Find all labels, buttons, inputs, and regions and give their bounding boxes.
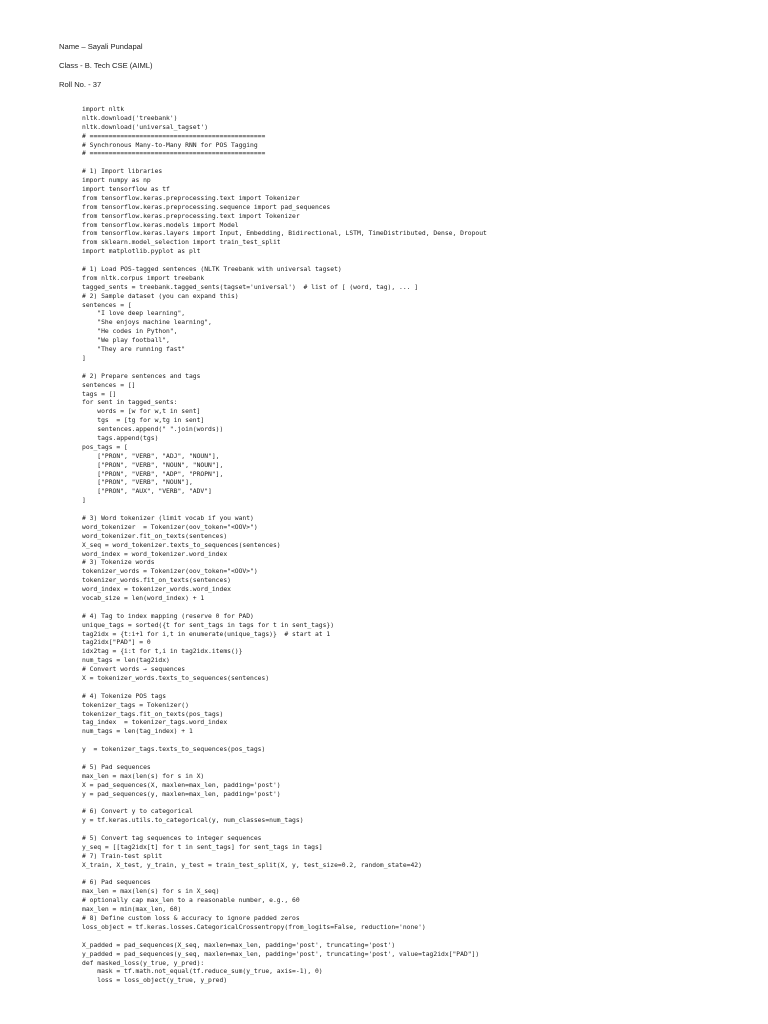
code-line: tokenizer_words = Tokenizer(oov_token="<OOV>") (82, 568, 258, 576)
code-line: tagged_sents = treebank.tagged_sents(tagset='universal') # list of [ (word, tag), ... ] (82, 283, 419, 291)
code-line: ] (82, 354, 86, 362)
code-line: tokenizer_tags.fit_on_texts(pos_tags) (82, 710, 224, 718)
code-line: tag2idx = {t:i+1 for i,t in enumerate(unique_tags)} # start at 1 (82, 630, 331, 638)
code-line: from tensorflow.keras.layers import Input, Embedding, Bidirectional, LSTM, TimeDistributed, Dense, Dropout (82, 230, 487, 238)
code-line: "I love deep learning", (82, 310, 186, 318)
code-line: # Convert words → sequences (82, 666, 186, 674)
code-line: "They are running fast" (82, 346, 186, 354)
code-line: word_index = tokenizer_words.word_index (82, 586, 231, 594)
code-line: X_seq = word_tokenizer.texts_to_sequences(sentences) (82, 541, 281, 549)
code-line: # 3) Word tokenizer (limit vocab if you want) (82, 514, 254, 522)
code-line: pos_tags = [ (82, 443, 128, 451)
code-line: num_tags = len(tag2idx) (82, 657, 170, 665)
code-line: vocab_size = len(word_index) + 1 (82, 594, 205, 602)
code-line (82, 755, 742, 764)
code-line (82, 684, 742, 693)
code-line: words = [w for w,t in sent] (82, 408, 201, 416)
code-line: word_tokenizer.fit_on_texts(sentences) (82, 532, 228, 540)
code-line: # 6) Convert y to categorical (82, 808, 193, 816)
code-line: y_seq = [[tag2idx[t] for t in sent_tags] for sent_tags in tags] (82, 843, 323, 851)
code-line (82, 364, 742, 373)
code-line: y = tf.keras.utils.to_categorical(y, num_classes=num_tags) (82, 817, 304, 825)
code-line: "He codes in Python", (82, 328, 178, 336)
code-line: ["PRON", "VERB", "ADP", "PROPN"], (82, 470, 224, 478)
code-line: loss_object = tf.keras.losses.CategoricalCrossentropy(from_logits=False, reduction='none') (82, 923, 426, 931)
student-name: Name – Sayali Pundapal (59, 42, 143, 51)
code-block (82, 106, 742, 986)
code-line: X = pad_sequences(X, maxlen=max_len, padding='post') (82, 781, 281, 789)
code-line: nltk.download('treebank') (82, 114, 178, 122)
code-line: # 4) Tokenize POS tags (82, 692, 167, 700)
code-line: tag2idx["PAD"] = 0 (82, 639, 151, 647)
code-line: tags = [] (82, 390, 117, 398)
code-line: unique_tags = sorted({t for sent_tags in tags for t in sent_tags}) (82, 621, 335, 629)
code-line (82, 826, 742, 835)
code-line: ["PRON", "VERB", "NOUN", "NOUN"], (82, 461, 224, 469)
code-line: max_len = max(len(s) for s in X) (82, 772, 205, 780)
code-line (82, 933, 742, 942)
code-line (82, 506, 742, 515)
code-line: # ============================================== (82, 132, 266, 140)
code-line: tokenizer_words.fit_on_texts(sentences) (82, 577, 231, 585)
code-line: sentences = [] (82, 381, 136, 389)
code-line: import matplotlib.pyplot as plt (82, 248, 201, 256)
code-line: # 2) Prepare sentences and tags (82, 372, 201, 380)
code-line: X_train, X_test, y_train, y_test = train_test_split(X, y, test_size=0.2, random_state=42) (82, 861, 422, 869)
code-line: # 4) Tag to index mapping (reserve 0 for PAD) (82, 612, 254, 620)
code-line (82, 737, 742, 746)
code-line: max_len = max(len(s) for s in X_seq) (82, 888, 220, 896)
code-line: idx2tag = {i:t for t,i in tag2idx.items()} (82, 648, 243, 656)
student-roll-number: Roll No. - 37 (59, 80, 102, 89)
code-line: import numpy as np (82, 177, 151, 185)
code-line: y = tokenizer_tags.texts_to_sequences(pos_tags) (82, 746, 266, 754)
code-line: sentences.append(" ".join(words)) (82, 426, 224, 434)
code-line: tags.append(tgs) (82, 434, 159, 442)
code-line: X_padded = pad_sequences(X_seq, maxlen=max_len, padding='post', truncating='post') (82, 941, 396, 949)
code-line: # 2) Sample dataset (you can expand this) (82, 292, 239, 300)
code-line: # 5) Convert tag sequences to integer sequences (82, 835, 262, 843)
code-line: tag_index = tokenizer_tags.word_index (82, 719, 228, 727)
code-line: from tensorflow.keras.models import Model (82, 221, 239, 229)
code-line: import tensorflow as tf (82, 186, 170, 194)
code-line: nltk.download('universal_tagset') (82, 123, 209, 131)
code-line (82, 799, 742, 808)
code-line: "We play football", (82, 337, 170, 345)
code-line: # 6) Pad sequences (82, 879, 151, 887)
document-header (59, 40, 153, 97)
code-line: from tensorflow.keras.preprocessing.sequence import pad_sequences (82, 203, 331, 211)
code-line: loss = loss_object(y_true, y_pred) (82, 977, 228, 985)
code-line: # 5) Pad sequences (82, 763, 151, 771)
code-line: # 1) Import libraries (82, 168, 163, 176)
code-line: ["PRON", "VERB", "ADJ", "NOUN"], (82, 452, 220, 460)
code-line: sentences = [ (82, 301, 132, 309)
code-line: tokenizer_tags = Tokenizer() (82, 701, 189, 709)
code-line: for sent in tagged_sents: (82, 399, 178, 407)
code-line: from tensorflow.keras.preprocessing.text import Tokenizer (82, 194, 300, 202)
code-line: # Synchronous Many-to-Many RNN for POS Tagging (82, 141, 258, 149)
code-line: mask = tf.math.not_equal(tf.reduce_sum(y_true, axis=-1), 0) (82, 968, 323, 976)
code-line: word_tokenizer = Tokenizer(oov_token="<OOV>") (82, 523, 258, 531)
code-line: # optionally cap max_len to a reasonable number, e.g., 60 (82, 897, 300, 905)
code-line: # 7) Train-test split (82, 852, 163, 860)
code-line: # 3) Tokenize words (82, 559, 155, 567)
code-line: # 8) Define custom loss & accuracy to ignore padded zeros (82, 915, 300, 923)
code-line: # 1) Load POS-tagged sentences (NLTK Treebank with universal tagset) (82, 266, 342, 274)
code-line: "She enjoys machine learning", (82, 319, 212, 327)
code-line: max_len = min(max_len, 60) (82, 906, 182, 914)
code-line: y_padded = pad_sequences(y_seq, maxlen=max_len, padding='post', truncating='post', value=tag2idx["PAD"]) (82, 950, 480, 958)
code-line: num_tags = len(tag_index) + 1 (82, 728, 193, 736)
code-line: # ============================================== (82, 150, 266, 158)
code-line: ["PRON", "VERB", "NOUN"], (82, 479, 193, 487)
student-class: Class - B. Tech CSE (AIML) (59, 61, 153, 70)
code-line: X = tokenizer_words.texts_to_sequences(sentences) (82, 675, 270, 682)
code-line: def masked_loss(y_true, y_pred): (82, 959, 205, 967)
code-line: import nltk (82, 106, 125, 113)
code-line: y = pad_sequences(y, maxlen=max_len, padding='post') (82, 790, 281, 798)
code-line: ["PRON", "AUX", "VERB", "ADV"] (82, 488, 212, 496)
code-line: tgs = [tg for w,tg in sent] (82, 417, 205, 425)
code-line (82, 257, 742, 266)
code-line: from nltk.corpus import treebank (82, 274, 205, 282)
code-line (82, 871, 742, 880)
code-line (82, 159, 742, 168)
code-line: from tensorflow.keras.preprocessing.text import Tokenizer (82, 212, 300, 220)
code-line: word_index = word_tokenizer.word_index (82, 550, 228, 558)
code-line: ] (82, 497, 86, 505)
code-line (82, 604, 742, 613)
code-line: from sklearn.model_selection import train_test_split (82, 239, 281, 247)
